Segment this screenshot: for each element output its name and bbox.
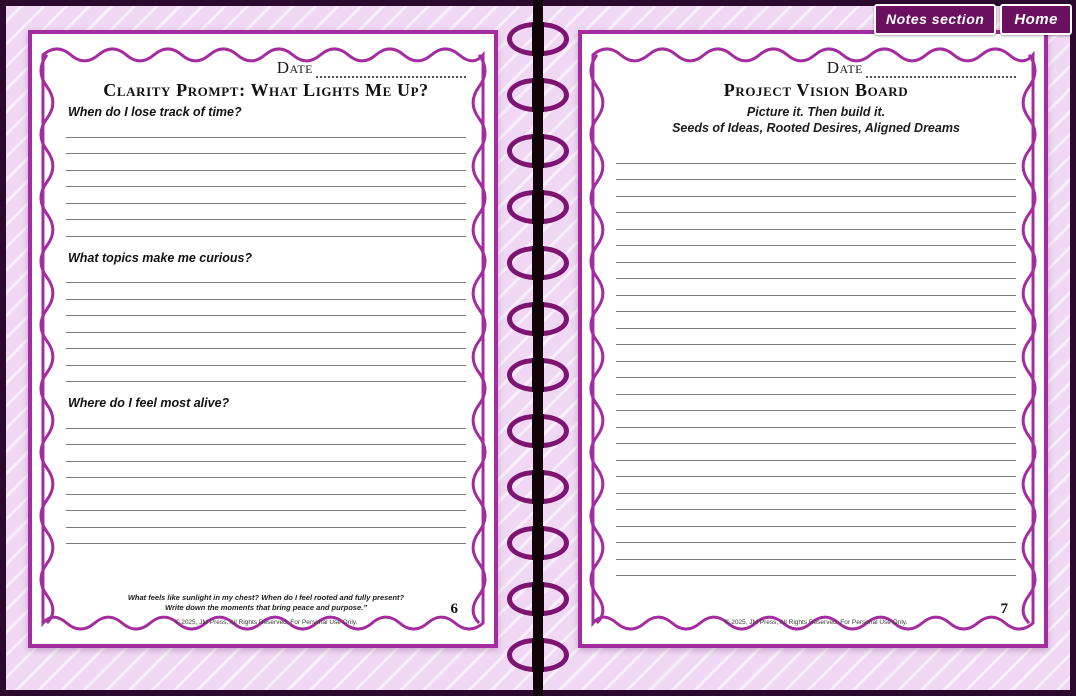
- ring-icon: [507, 582, 569, 616]
- ring-icon: [507, 246, 569, 280]
- write-line[interactable]: [616, 296, 1016, 313]
- prompt-lines-1[interactable]: [66, 121, 466, 237]
- write-line[interactable]: [616, 180, 1016, 197]
- write-line[interactable]: [616, 329, 1016, 346]
- ring-icon: [507, 470, 569, 504]
- ring-icon: [507, 190, 569, 224]
- prompt-question-1: When do I lose track of time?: [68, 105, 242, 119]
- left-footer-quote-line-1: What feels like sunlight in my chest? When do I feel rooted and fully present?: [127, 592, 405, 602]
- right-page-subtitle-1: Picture it. Then build it.: [746, 105, 886, 119]
- write-line[interactable]: [66, 220, 466, 237]
- prompt-block-2: [66, 251, 466, 383]
- write-line[interactable]: [616, 560, 1016, 577]
- write-line[interactable]: [66, 528, 466, 545]
- ring-icon: [507, 22, 569, 56]
- ring-icon: [507, 414, 569, 448]
- right-date-label: Date: [826, 58, 863, 77]
- write-line[interactable]: [66, 138, 466, 155]
- write-line[interactable]: [616, 428, 1016, 445]
- write-line[interactable]: [616, 362, 1016, 379]
- right-date-row: [616, 56, 1016, 78]
- notes-section-button[interactable]: Notes section: [874, 4, 996, 35]
- left-date-input[interactable]: [316, 63, 466, 78]
- write-line[interactable]: [616, 230, 1016, 247]
- left-journal-page: [28, 30, 498, 648]
- ring-icon: [507, 302, 569, 336]
- write-line[interactable]: [616, 543, 1016, 560]
- write-line[interactable]: [616, 213, 1016, 230]
- left-page-number: 6: [450, 601, 458, 617]
- right-page-subtitle-2: Seeds of Ideas, Rooted Desires, Aligned Dreams: [672, 121, 960, 135]
- left-date-label: Date: [276, 58, 313, 77]
- write-line[interactable]: [616, 444, 1016, 461]
- write-line[interactable]: [66, 511, 466, 528]
- write-line[interactable]: [616, 494, 1016, 511]
- write-line[interactable]: [66, 171, 466, 188]
- write-line[interactable]: [616, 395, 1016, 412]
- ring-icon: [507, 358, 569, 392]
- right-page-number: 7: [1000, 601, 1008, 617]
- write-line[interactable]: [616, 378, 1016, 395]
- write-line[interactable]: [616, 164, 1016, 181]
- write-line[interactable]: [66, 300, 466, 317]
- write-line[interactable]: [616, 263, 1016, 280]
- ring-icon: [507, 78, 569, 112]
- write-line[interactable]: [66, 267, 466, 284]
- write-line[interactable]: [66, 478, 466, 495]
- vision-board-lines[interactable]: [616, 147, 1016, 576]
- write-line[interactable]: [66, 333, 466, 350]
- right-page-title: Project Vision Board: [723, 80, 909, 100]
- ring-icon: [507, 526, 569, 560]
- write-line[interactable]: [616, 510, 1016, 527]
- right-copyright: © 2025, JM Press, All Rights Reserved, For Personal Use Only.: [724, 619, 908, 626]
- right-footer: [616, 613, 1016, 626]
- left-copyright: © 2025, JM Press, All Rights Reserved, For Personal Use Only.: [174, 619, 358, 626]
- left-page-content: [66, 56, 466, 626]
- ring-icon: [507, 638, 569, 672]
- write-line[interactable]: [66, 462, 466, 479]
- write-line[interactable]: [616, 279, 1016, 296]
- write-line[interactable]: [616, 477, 1016, 494]
- right-journal-page: [578, 30, 1048, 648]
- write-line[interactable]: [66, 429, 466, 446]
- write-line[interactable]: [616, 527, 1016, 544]
- home-button[interactable]: Home: [1000, 4, 1072, 35]
- write-line[interactable]: [616, 345, 1016, 362]
- write-line[interactable]: [66, 121, 466, 138]
- prompt-question-3: Where do I feel most alive?: [68, 396, 230, 410]
- write-line[interactable]: [66, 187, 466, 204]
- write-line[interactable]: [616, 312, 1016, 329]
- write-line[interactable]: [66, 349, 466, 366]
- top-nav: [874, 4, 1072, 35]
- right-page-content: [616, 56, 1016, 626]
- write-line[interactable]: [616, 246, 1016, 263]
- write-line[interactable]: [66, 445, 466, 462]
- left-date-row: [66, 56, 466, 78]
- right-date-input[interactable]: [866, 63, 1016, 78]
- ring-icon: [507, 134, 569, 168]
- prompt-block-3: [66, 396, 466, 544]
- write-line[interactable]: [66, 204, 466, 221]
- prompt-block-1: [66, 105, 466, 237]
- write-line[interactable]: [66, 154, 466, 171]
- prompt-question-2: What topics make me curious?: [68, 250, 253, 265]
- write-line[interactable]: [616, 197, 1016, 214]
- left-footer-quote-line-2: Write down the moments that bring peace and purpose.”: [165, 602, 367, 612]
- left-footer: [66, 587, 466, 626]
- write-line[interactable]: [66, 366, 466, 383]
- prompt-lines-3[interactable]: [66, 412, 466, 544]
- write-line[interactable]: [616, 147, 1016, 164]
- spiral-rings: [501, 22, 575, 672]
- write-line[interactable]: [66, 412, 466, 429]
- left-page-title: Clarity Prompt: What Lights Me Up?: [103, 80, 429, 100]
- write-line[interactable]: [616, 461, 1016, 478]
- write-line[interactable]: [66, 316, 466, 333]
- prompt-lines-2[interactable]: [66, 267, 466, 383]
- left-footer-quote: [66, 593, 466, 613]
- write-line[interactable]: [66, 283, 466, 300]
- write-line[interactable]: [616, 411, 1016, 428]
- write-line[interactable]: [66, 495, 466, 512]
